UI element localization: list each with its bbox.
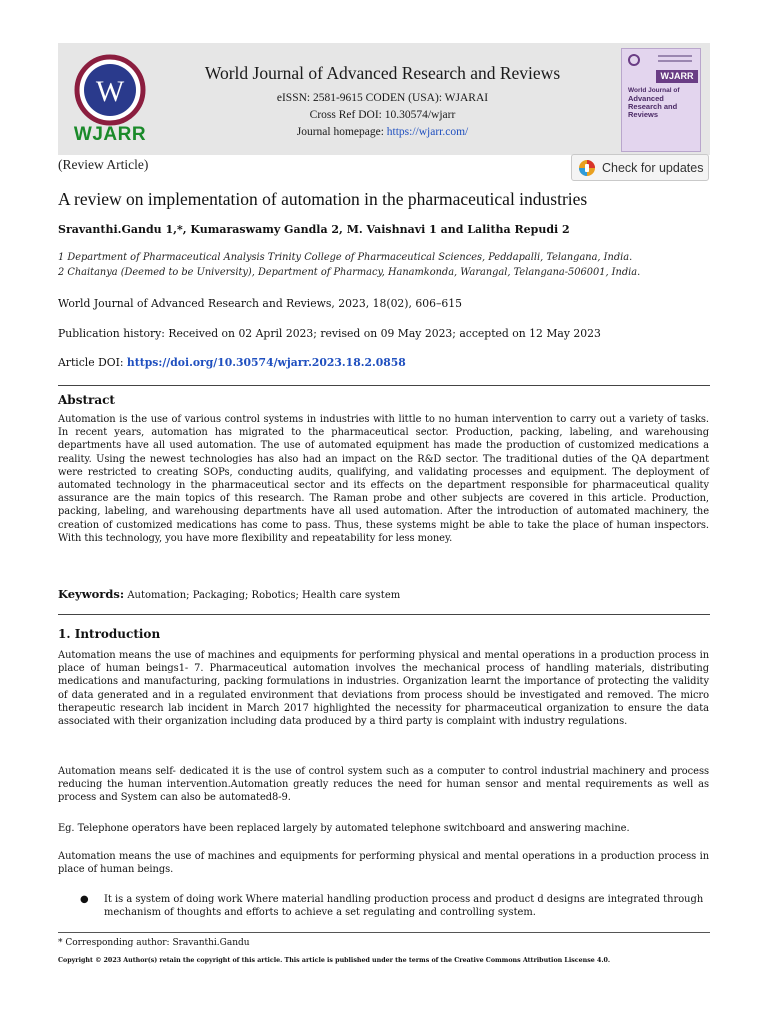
journal-title: World Journal of Advanced Research and Reviews bbox=[204, 63, 561, 83]
footnote-divider bbox=[58, 932, 710, 933]
check-for-updates-button[interactable] bbox=[571, 154, 709, 181]
divider bbox=[58, 385, 710, 386]
crossref-line: Cross Ref DOI: 10.30574/wjarr bbox=[309, 109, 456, 121]
check-updates-label: Check for updates bbox=[602, 160, 704, 175]
keywords-label: Keywords: bbox=[58, 587, 125, 601]
article-title: A review on implementation of automation in the pharmaceutical industries bbox=[58, 189, 588, 209]
copyright-notice: Copyright © 2023 Author(s) retain the copyright of this article. This article is published under the terms of the Creative Commons Attribution Liscense 4.0. bbox=[58, 957, 611, 964]
abstract-text: Automation is the use of various control systems in industries with little to no human intervention to carry out a variety of tasks. In recent years, automation has migrated to the pharmaceutical sector. Production, packing, labeling, and warehousing departments have all used automation. The use of automated equipment has made the production of customized medications a reality. Using the newest technologies has also had an impact on the R&D sector. The traditional duties of the QA department were restricted to creating SOPs, conducting audits, qualifying, and validating processes and equipment. The deployment of automated technology in the pharmaceutical sector and its effects on the department responsible for pharmaceutical quality assurance are the main topics of this research. The Raman probe and other subjects are covered in this article. Production, packing, labeling, and warehousing departments have all used automation. After the introduction of automated machinery, the creation of customized medications has come to pass. Thus, these systems might be able to take the place of human inspectors. With this technology, you have more flexibility and repeatability for less money. bbox=[58, 414, 709, 544]
intro-paragraph-3: Eg. Telephone operators have been replaced largely by automated telephone switchboard and answering machine. bbox=[58, 823, 630, 834]
cover-line2: Advanced bbox=[628, 94, 664, 103]
cover-line1: World Journal of bbox=[628, 87, 680, 94]
cover-badge: WJARR bbox=[656, 70, 698, 83]
bullet-icon: ● bbox=[80, 894, 89, 905]
cover-line3: Research and bbox=[628, 102, 678, 111]
divider bbox=[58, 614, 710, 615]
issn-line: eISSN: 2581-9615 CODEN (USA): WJARAI bbox=[276, 92, 489, 104]
keywords-line bbox=[58, 587, 710, 601]
cover-rule bbox=[658, 55, 692, 57]
homepage-line bbox=[150, 126, 615, 138]
logo-wordmark: WJARR bbox=[73, 124, 147, 145]
affiliation-2: 2 Chaitanya (Deemed to be University), Department of Pharmacy, Hanamkonda, Warangal, Telangana-506001, India. bbox=[58, 267, 641, 278]
cover-emblem-icon bbox=[628, 54, 640, 66]
bullet-text: It is a system of doing work Where material handling production process and product d designs are integrated through mechanism of thoughts and efforts to achieve a set regulating and controlling system. bbox=[104, 894, 704, 919]
publication-history: Publication history: Received on 02 April 2023; revised on 09 May 2023; accepted on 12 May 2023 bbox=[58, 327, 601, 340]
intro-bullet-item bbox=[80, 893, 708, 919]
keywords-text: Automation; Packaging; Robotics; Health care system bbox=[124, 590, 401, 601]
doi-link[interactable]: https://doi.org/10.30574/wjarr.2023.18.2.0858 bbox=[126, 356, 406, 369]
cover-title bbox=[628, 87, 696, 119]
check-updates-icon bbox=[578, 159, 596, 177]
homepage-link[interactable]: https://wjarr.com/ bbox=[386, 126, 469, 138]
abstract-heading: Abstract bbox=[58, 393, 115, 407]
affiliation-1: 1 Department of Pharmaceutical Analysis Trinity College of Pharmaceutical Sciences, Peddapalli, Telangana, India. bbox=[58, 252, 633, 263]
intro-paragraph-2: Automation means self- dedicated it is the use of control system such as a computer to control industrial machinery and process reducing the human intervention.Automation greatly reduces the need for human sensor and mental requirements as well as process and System can also be automated8-9. bbox=[58, 766, 709, 804]
article-doi-line bbox=[58, 356, 718, 369]
author-list: Sravanthi.Gandu 1,*, Kumaraswamy Gandla 2, M. Vaishnavi 1 and Lalitha Repudi 2 bbox=[58, 223, 570, 236]
logo-letter: W bbox=[95, 75, 125, 108]
doi-label: Article DOI: bbox=[58, 356, 127, 369]
cover-line4: Reviews bbox=[628, 110, 659, 119]
intro-paragraph-1: Automation means the use of machines and equipments for performing physical and mental operations in a production process in place of human beings1- 7. Pharmaceutical automation involves the mechanical process of handling materials, distributing medications and manufacturing, packing formulations in industries. Organization learnt the importance of protecting the validity of data generated and in a regulated environment that deviations from process should be investigated and removed. The micro therapeutic research lab incident in March 2017 highlighted the necessity for pharmaceutical organization to ensure the data associated with their organization including data produced by a third party is complaint with industry regulations. bbox=[58, 650, 709, 728]
homepage-label: Journal homepage: bbox=[296, 126, 387, 138]
introduction-heading: 1. Introduction bbox=[58, 627, 161, 641]
citation-line: World Journal of Advanced Research and Reviews, 2023, 18(02), 606–615 bbox=[58, 297, 462, 310]
intro-paragraph-4: Automation means the use of machines and equipments for performing physical and mental operations in a production process in place of human beings. bbox=[58, 851, 709, 876]
corresponding-author-footnote: * Corresponding author: Sravanthi.Gandu bbox=[58, 938, 250, 948]
journal-cover-thumbnail[interactable] bbox=[621, 48, 701, 152]
cover-rule bbox=[658, 60, 692, 62]
article-type: (Review Article) bbox=[58, 157, 149, 172]
